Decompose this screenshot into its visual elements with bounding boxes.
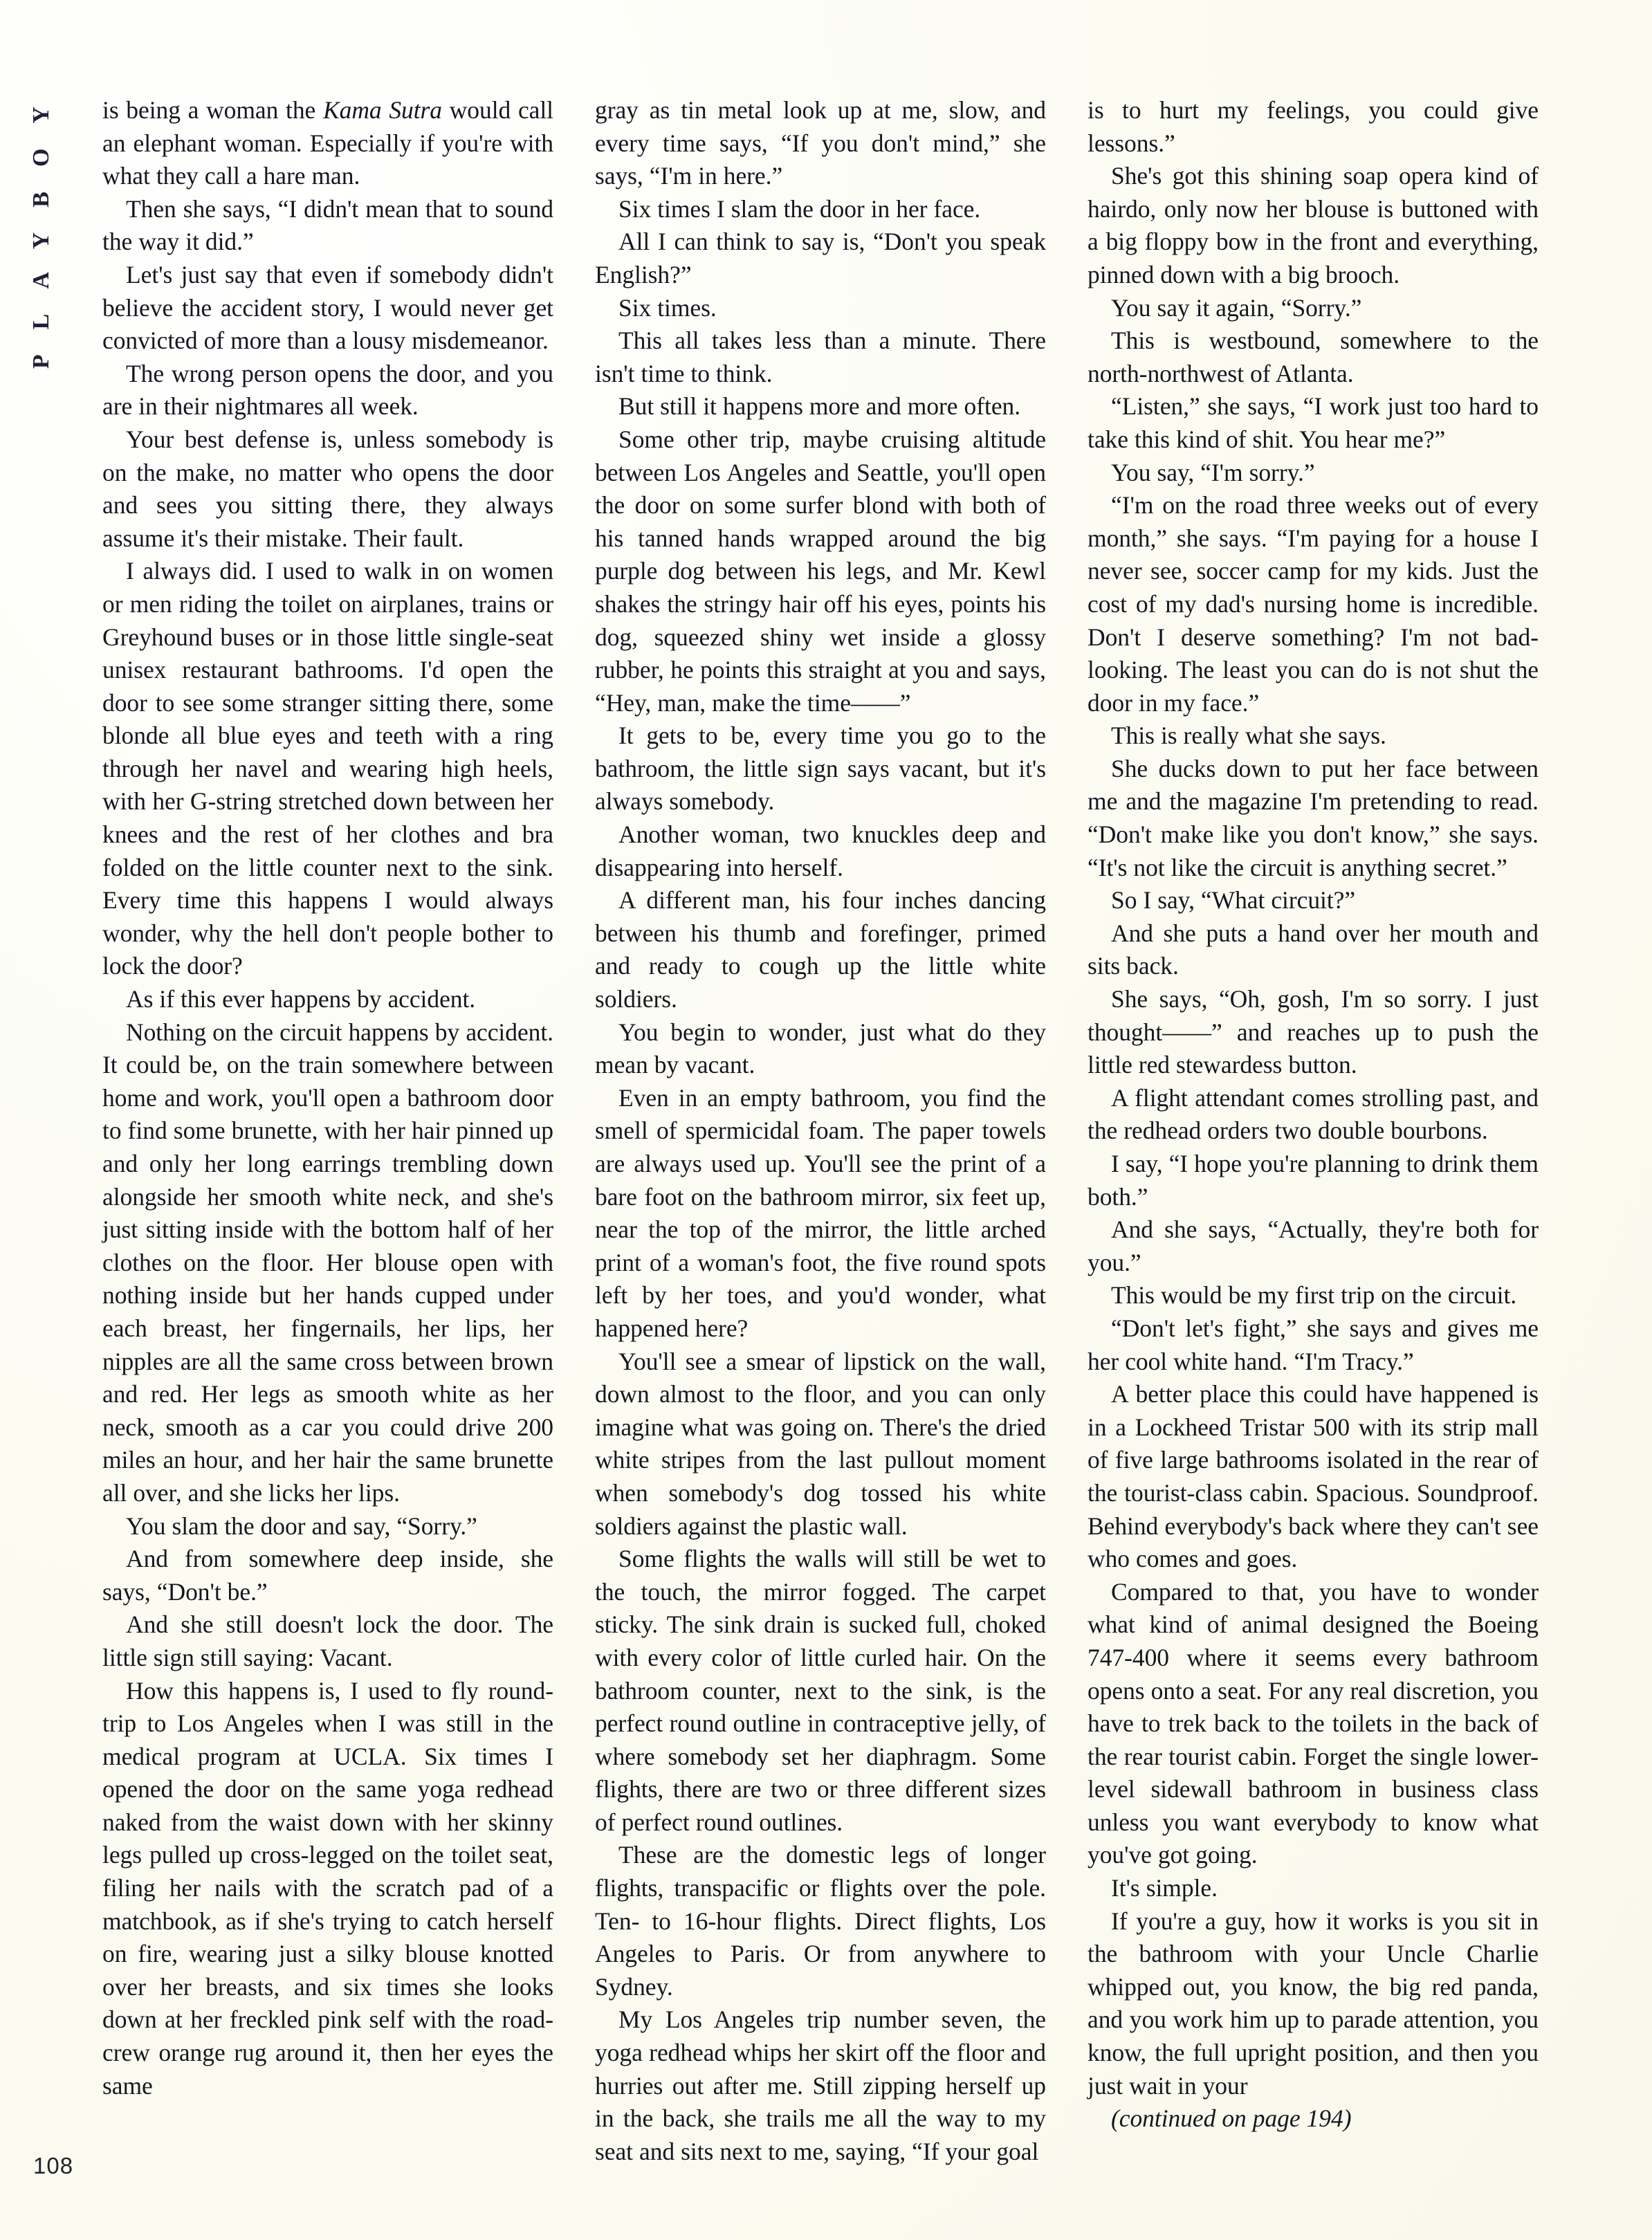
body-paragraph: Nothing on the circuit happens by accident. It could be, on the train somewhere between home and work, you'll open a bathroom door to find some brunette, with her hair pinned up and only her long earrings trembling down alongside her smooth white neck, and she's just sitting inside with the bottom half of her clothes on the floor. Her blouse open with nothing inside but her hands cupped under each breast, her fingernails, her lips, her nipples are all the same cross between brown and red. Her legs as smooth white as her neck, smooth as a car you could drive 200 miles an hour, and her hair the same brunette all over, and she licks her lips. — [102, 1018, 553, 1507]
italic-title: Kama Sutra — [322, 96, 442, 124]
text-column-1 — [102, 94, 553, 2176]
body-paragraph: The wrong person opens the door, and you are in their nightmares all week. — [102, 359, 553, 421]
body-paragraph: Compared to that, you have to wonder what kind of animal designed the Boeing 747-400 where it seems every bathroom opens onto a seat. For any real discretion, you have to trek back to the toilets in the back of the rear tourist cabin. Forget the single lower-level sidewall bathroom in business class unless you want everybody to know what you've got going. — [1087, 1577, 1539, 1869]
body-paragraph: It's simple. — [1111, 1874, 1218, 1902]
body-paragraph: She's got this shining soap opera kind of hairdo, only now her blouse is buttoned with a big floppy bow in the front and everything, pinned down with a big brooch. — [1087, 162, 1539, 288]
body-paragraph: And she says, “Actually, they're both for you.” — [1087, 1215, 1539, 1276]
body-paragraph: This is westbound, somewhere to the north-northwest of Atlanta. — [1087, 327, 1539, 387]
body-paragraph: Some other trip, maybe cruising altitude between Los Angeles and Seattle, you'll open the door on some surfer blond with both of his tanned hands wrapped around the big purple dog between his legs, and Mr. Kewl shakes the stringy hair off his eyes, points his dog, squeezed shiny wet inside a glossy rubber, he points this straight at you and says, “Hey, man, make the time——” — [595, 425, 1046, 717]
continued-note: (continued on page 194) — [1111, 2104, 1352, 2133]
body-paragraph: A flight attendant comes strolling past, and the redhead orders two double bourbons. — [1087, 1083, 1539, 1145]
text-column-3 — [1087, 94, 1539, 2176]
body-paragraph: Some flights the walls will still be wet to the touch, the mirror fogged. The carpet sticky. The sink drain is sucked full, choked with every color of little curled hair. On the bathroom counter, next to the sink, is the perfect round outline in contraceptive jelly, of where somebody set her diaphragm. Some flights, there are two or three different sizes of perfect round outlines. — [595, 1545, 1046, 1836]
body-paragraph: “Listen,” she says, “I work just too hard to take this kind of shit. You hear me?” — [1087, 392, 1539, 453]
body-paragraph: My Los Angeles trip number seven, the yoga redhead whips her skirt off the floor and hurries out after me. Still zipping herself up in the back, she trails me all the way to my seat and sits next to me, saying, “If your goal — [595, 2005, 1046, 2165]
publication-masthead — [19, 82, 64, 379]
body-paragraph: You say, “I'm sorry.” — [1111, 458, 1315, 486]
body-paragraph: Six times I slam the door in her face. — [618, 194, 981, 223]
body-paragraph: Then she says, “I didn't mean that to sound the way it did.” — [102, 194, 553, 256]
body-paragraph: Another woman, two knuckles deep and disappearing into herself. — [595, 820, 1046, 881]
body-paragraph: How this happens is, I used to fly round-trip to Los Angeles when I was still in the medical program at UCLA. Six times I opened the door on the same yoga redhead naked from the waist down with her skinny legs pulled up cross-legged on the toilet seat, filing her nails with the scratch pad of a matchbook, as if she's trying to catch herself on fire, wearing just a silky blouse knotted over her breasts, and six times she looks down at her freckled pink self with the road-crew orange rug around it, then her eyes the same — [102, 1676, 553, 2100]
body-paragraph: She says, “Oh, gosh, I'm so sorry. I just thought——” and reaches up to push the little red stewardess button. — [1087, 985, 1539, 1079]
body-paragraph: All I can think to say is, “Don't you speak English?” — [595, 228, 1046, 288]
text-column-2 — [595, 94, 1046, 2176]
body-paragraph: Even in an empty bathroom, you find the smell of spermicidal foam. The paper towels are always used up. You'll see the print of a bare foot on the bathroom mirror, six feet up, near the top of the mirror, the little arched print of a woman's foot, the five round spots left by her toes, and you'd wonder, what happened here? — [595, 1083, 1046, 1342]
body-paragraph: It gets to be, every time you go to the bathroom, the little sign says vacant, but it's always somebody. — [595, 722, 1046, 816]
article-body — [102, 94, 1563, 2176]
body-paragraph: is to hurt my feelings, you could give lessons.” — [1087, 96, 1539, 157]
body-paragraph: “Don't let's fight,” she says and gives me her cool white hand. “I'm Tracy.” — [1087, 1314, 1539, 1375]
body-paragraph: Your best defense is, unless somebody is on the make, no matter who opens the door and sees you sitting there, they always assume it's their mistake. Their fault. — [102, 425, 553, 552]
body-paragraph: You'll see a smear of lipstick on the wall, down almost to the floor, and you can only imagine what was going on. There's the dried white stripes from the last pullout moment when somebody's dog tossed his white soldiers against the plastic wall. — [595, 1347, 1046, 1540]
body-paragraph: You say it again, “Sorry.” — [1111, 293, 1362, 322]
body-paragraph: If you're a guy, how it works is you sit in the bathroom with your Uncle Charlie whipped out, you know, the big red panda, and you work him up to parade attention, you know, the full upright position, and then you just wait in your — [1087, 1907, 1539, 2100]
body-paragraph: This would be my first trip on the circuit. — [1111, 1281, 1517, 1310]
body-paragraph: This is really what she says. — [1111, 722, 1386, 750]
body-paragraph: Six times. — [618, 293, 717, 322]
body-paragraph: A better place this could have happened is in a Lockheed Tristar 500 with its strip mall of five large bathrooms isolated in the rear of the tourist-class cabin. Spacious. Soundproof. Behind everybody's back where they can't see who comes and goes. — [1087, 1380, 1539, 1573]
body-paragraph: As if this ever happens by accident. — [126, 985, 476, 1013]
body-paragraph: I say, “I hope you're planning to drink them both.” — [1087, 1150, 1539, 1211]
page-folio: 108 — [33, 2153, 74, 2178]
body-paragraph: This all takes less than a minute. There isn't time to think. — [595, 327, 1046, 387]
body-paragraph: gray as tin metal look up at me, slow, and every time says, “If you don't mind,” she says, “I'm in here.” — [595, 96, 1046, 190]
body-paragraph: I always did. I used to walk in on women or men riding the toilet on airplanes, trains or Greyhound buses or in those little single-seat unisex restaurant bathrooms. I'd open the door to see some stranger sitting there, some blonde all blue eyes and teeth with a ring through her navel and wearing high heels, with her G-string stretched down between her knees and the rest of her clothes and bra folded on the little counter next to the sink. Every time this happens I would always wonder, why the hell don't people bother to lock the door? — [102, 557, 553, 980]
body-paragraph: is being a woman the Kama Sutra would call an elephant woman. Especially if you're with what they call a hare man. — [102, 96, 553, 190]
masthead-label: PLAYBOY — [28, 82, 54, 369]
body-paragraph: So I say, “What circuit?” — [1111, 886, 1356, 915]
body-paragraph: She ducks down to put her face between me and the magazine I'm pretending to read. “Don't make like you don't know,” she says. “It's not like the circuit is anything secret.” — [1087, 754, 1539, 881]
body-paragraph: These are the domestic legs of longer flights, transpacific or flights over the pole. Ten- to 16-hour flights. Direct flights, Los Angeles to Paris. Or from anywhere to Sydney. — [595, 1841, 1046, 2001]
body-paragraph: And she puts a hand over her mouth and sits back. — [1087, 919, 1539, 980]
body-paragraph: Let's just say that even if somebody didn't believe the accident story, I would never get convicted of more than a lousy misdemeanor. — [102, 260, 553, 355]
body-paragraph: “I'm on the road three weeks out of every month,” she says. “I'm paying for a house I never see, soccer camp for my kids. Just the cost of my dad's nursing home is incredible. Don't I deserve something? I'm not bad-looking. The least you can do is not shut the door in my face.” — [1087, 491, 1539, 717]
body-paragraph: You slam the door and say, “Sorry.” — [126, 1512, 477, 1540]
body-paragraph: A different man, his four inches dancing between his thumb and forefinger, primed and ready to cough up the little white soldiers. — [595, 886, 1046, 1013]
body-paragraph: You begin to wonder, just what do they mean by vacant. — [595, 1018, 1046, 1079]
body-paragraph: But still it happens more and more often. — [618, 392, 1021, 421]
body-paragraph: And she still doesn't lock the door. The little sign still saying: Vacant. — [102, 1610, 553, 1671]
body-paragraph: And from somewhere deep inside, she says, “Don't be.” — [102, 1545, 553, 1606]
